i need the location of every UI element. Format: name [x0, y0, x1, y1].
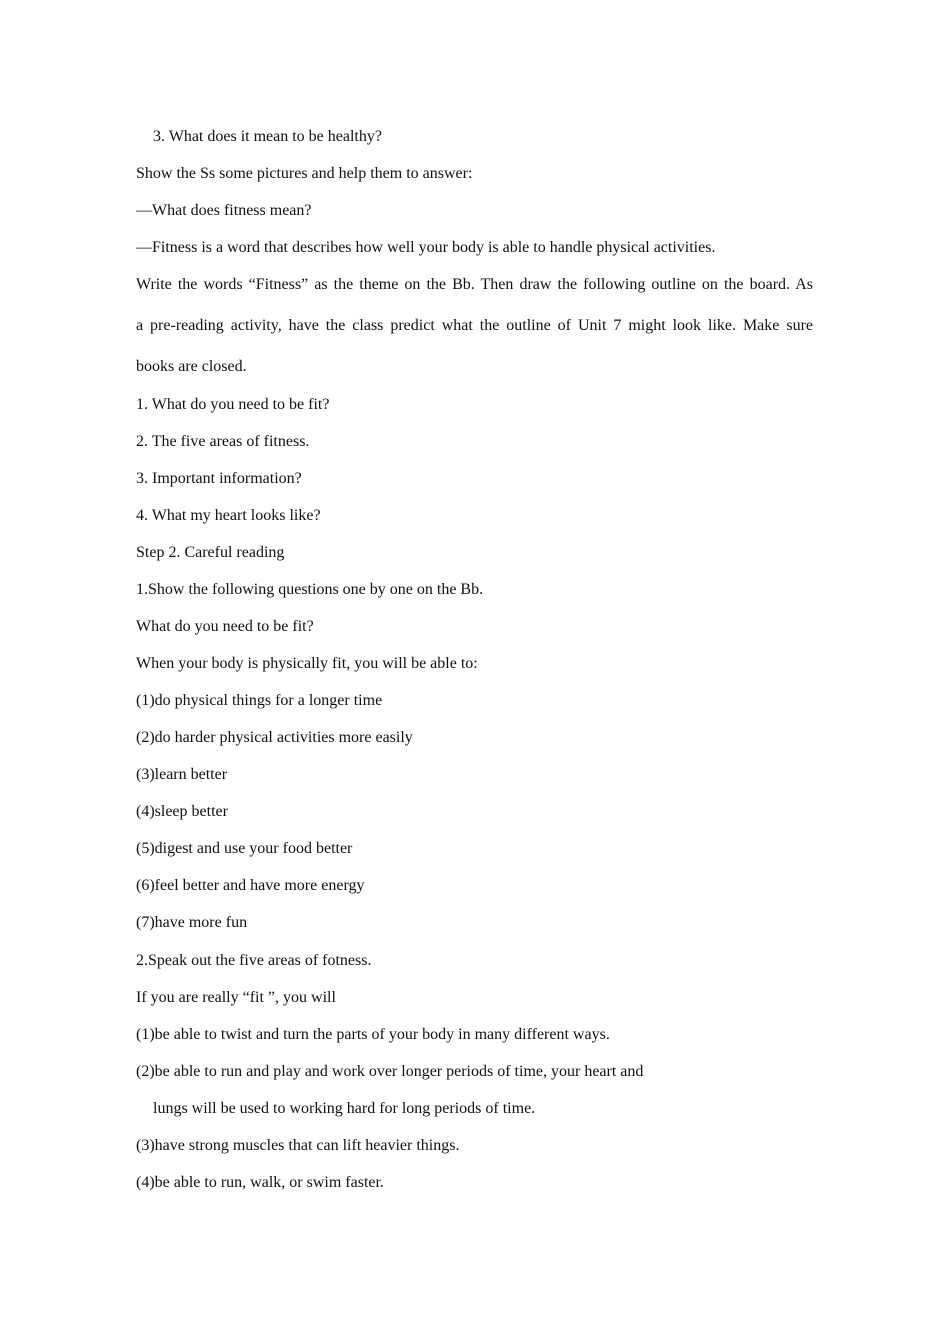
paragraph-line: a pre-reading activity, have the class predict what the outline of Unit 7 might look like. Make sure: [136, 317, 813, 334]
list-item: (4)sleep better: [136, 803, 228, 820]
answer-fitness-definition: —Fitness is a word that describes how well your body is able to handle physical activities.: [136, 239, 716, 256]
step-heading: Step 2. Careful reading: [136, 544, 285, 561]
outline-item: 1. What do you need to be fit?: [136, 396, 330, 413]
outline-item: 4. What my heart looks like?: [136, 507, 321, 524]
step-instruction: 1.Show the following questions one by one on the Bb.: [136, 581, 484, 598]
list-item: (6)feel better and have more energy: [136, 877, 365, 894]
outline-item: 3. Important information?: [136, 470, 302, 487]
list-item: (1)do physical things for a longer time: [136, 692, 383, 709]
intro-line: When your body is physically fit, you will be able to:: [136, 655, 478, 672]
list-item: (3)learn better: [136, 766, 228, 783]
intro-line: If you are really “fit ”, you will: [136, 989, 336, 1006]
outline-item: 2. The five areas of fitness.: [136, 433, 310, 450]
list-item: (3)have strong muscles that can lift heavier things.: [136, 1137, 460, 1154]
list-item: (7)have more fun: [136, 914, 248, 931]
list-item: (2)be able to run and play and work over longer periods of time, your heart and: [136, 1063, 644, 1080]
question-fit: What do you need to be fit?: [136, 618, 314, 635]
question-healthy: 3. What does it mean to be healthy?: [153, 128, 382, 145]
list-item: (4)be able to run, walk, or swim faster.: [136, 1174, 384, 1191]
list-item: (5)digest and use your food better: [136, 840, 353, 857]
list-item-continuation: lungs will be used to working hard for long periods of time.: [153, 1100, 536, 1117]
paragraph-line: Write the words “Fitness” as the theme on the Bb. Then draw the following outline on the board. As: [136, 276, 813, 293]
list-item: (2)do harder physical activities more easily: [136, 729, 413, 746]
step-instruction: 2.Speak out the five areas of fotness.: [136, 952, 372, 969]
paragraph-line: books are closed.: [136, 358, 247, 375]
instruction-pictures: Show the Ss some pictures and help them to answer:: [136, 165, 473, 182]
list-item: (1)be able to twist and turn the parts of your body in many different ways.: [136, 1026, 610, 1043]
question-fitness-meaning: —What does fitness mean?: [136, 202, 312, 219]
